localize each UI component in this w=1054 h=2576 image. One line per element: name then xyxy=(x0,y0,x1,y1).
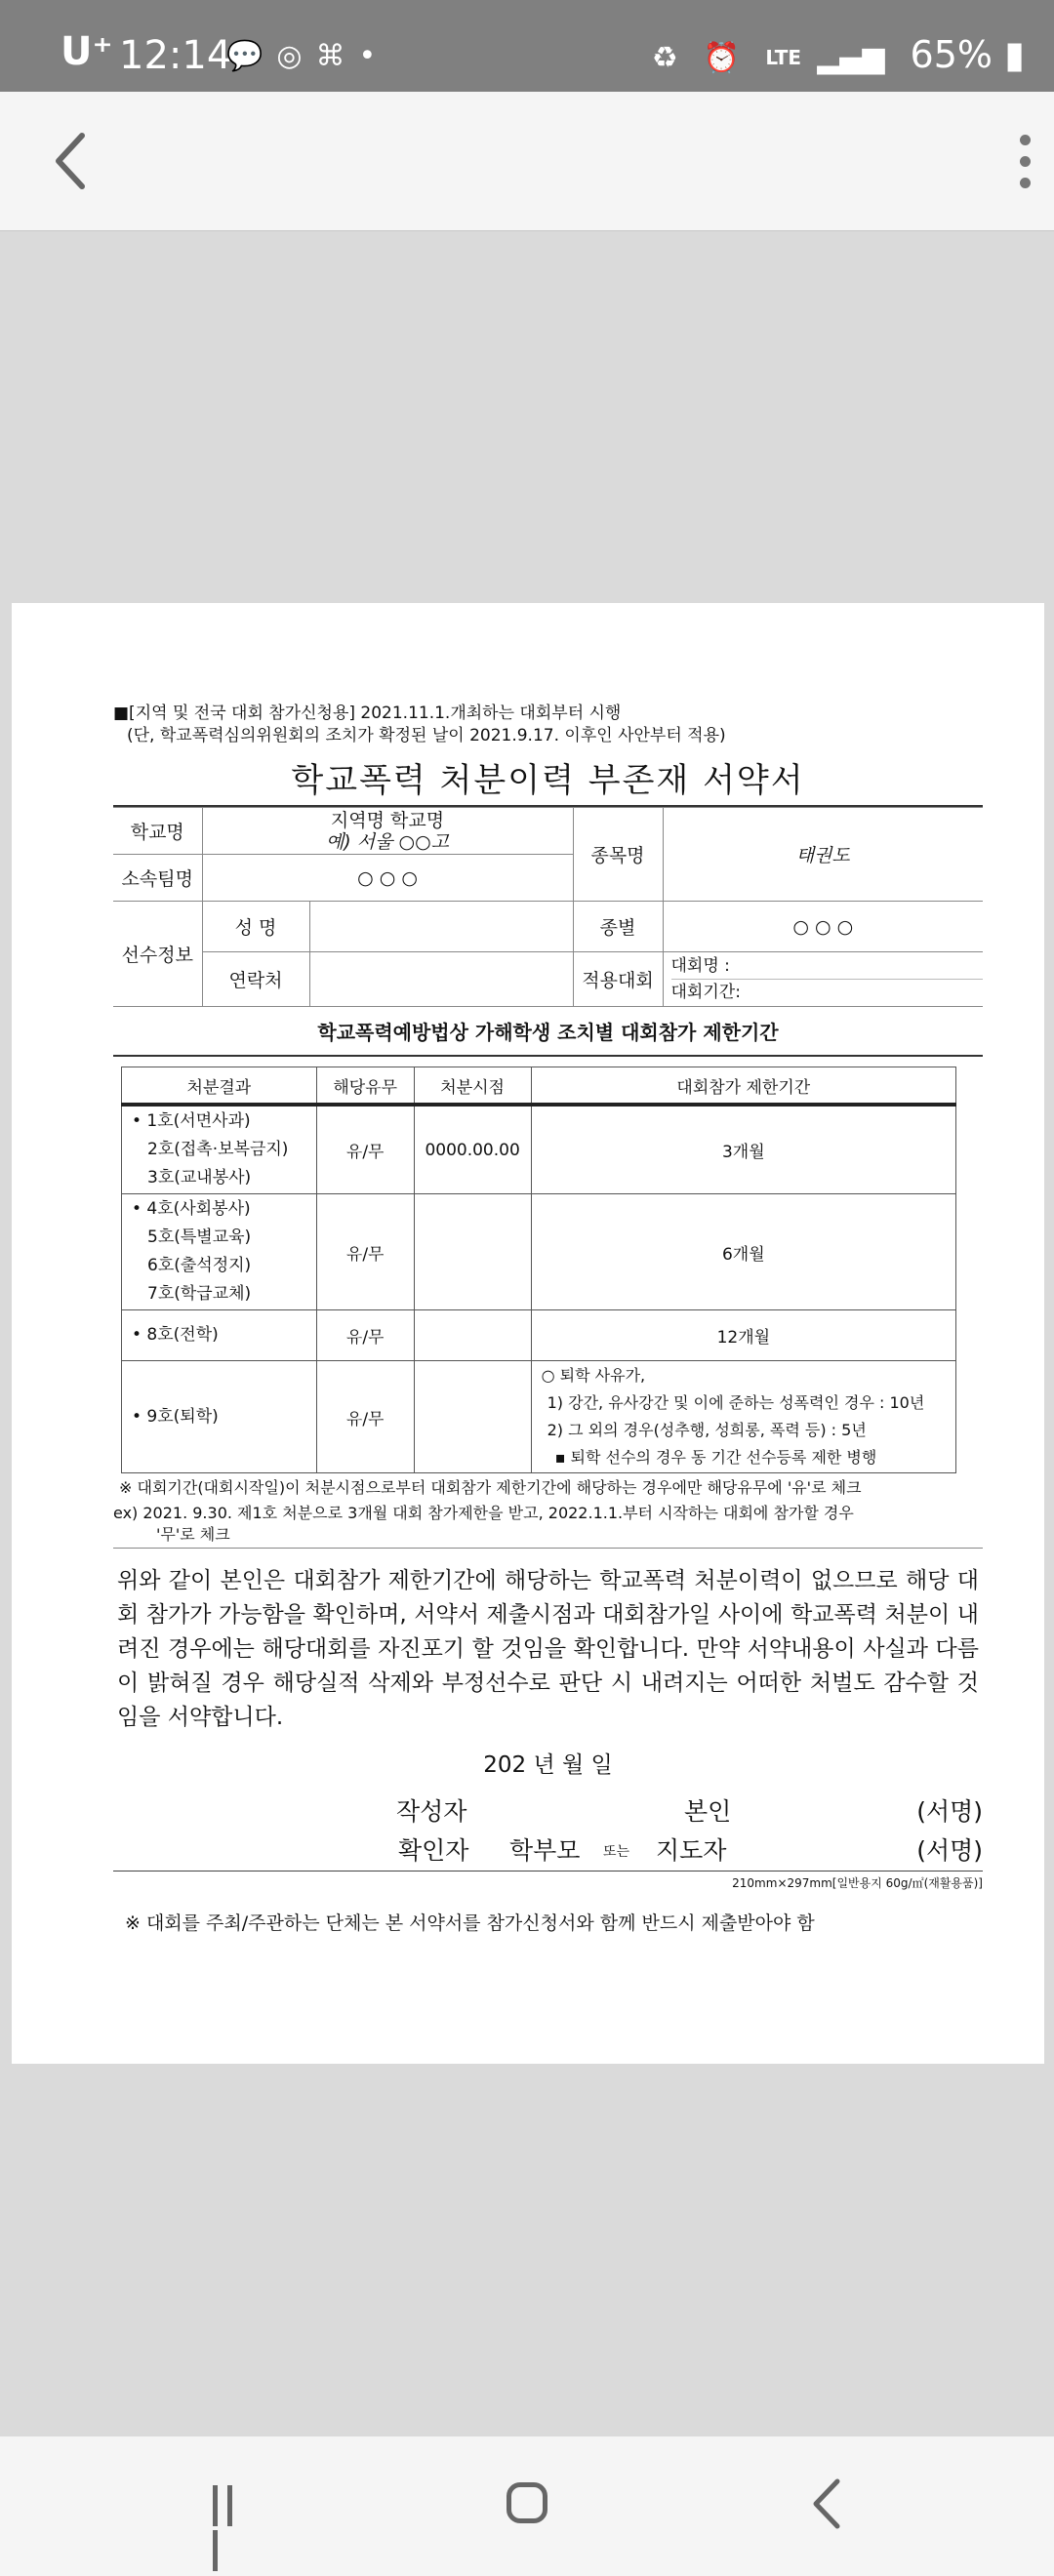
sanction-item: 7호(학급교체) xyxy=(147,1284,252,1304)
clock: 12:14 xyxy=(119,33,232,78)
expulsion-reason-line: 2) 그 외의 경우(성추행, 성희롱, 폭력 등) : 5년 xyxy=(547,1421,867,1439)
applicant-info-table xyxy=(113,807,983,1007)
competition-period-label: 대회기간: xyxy=(670,983,741,1002)
home-button[interactable] xyxy=(507,2482,547,2523)
navigation-bar xyxy=(0,2436,1054,2576)
final-note: ※ 대회를 주최/주관하는 단체는 본 서약서를 참가신청서와 함께 반드시 제출받아야 함 xyxy=(125,1912,815,1934)
author-signature[interactable]: (서명) xyxy=(916,1797,983,1826)
expulsion-reason-line: ▪ 퇴학 선수의 경우 동 기간 선수등록 제한 병행 xyxy=(554,1448,877,1467)
column-header: 해당유무 xyxy=(316,1067,414,1106)
column-header: 처분결과 xyxy=(122,1067,317,1106)
recents-icon-bar xyxy=(227,2485,232,2526)
recents-icon-bar xyxy=(213,2530,218,2571)
yes-no-cell[interactable]: 유/무 xyxy=(316,1361,414,1473)
sanction-item: • 4호(사회봉사) xyxy=(132,1199,251,1219)
sanction-date-cell[interactable] xyxy=(414,1361,531,1473)
sanction-item: 2호(접촉·보복금지) xyxy=(147,1140,289,1159)
name-field[interactable] xyxy=(309,902,573,952)
yes-no-cell[interactable]: 유/무 xyxy=(316,1310,414,1361)
table-row xyxy=(122,1361,956,1473)
author-label: 작성자 xyxy=(396,1797,467,1826)
footnote-2: ex) 2021. 9.30. 제1호 처분으로 3개월 대회 참가제한을 받고, 2022.1.1.부터 시작하는 대회에 참가할 경우 xyxy=(113,1504,854,1522)
restriction-period-cell: 3개월 xyxy=(531,1105,955,1194)
dot-icon xyxy=(1020,135,1031,145)
document-page[interactable] xyxy=(12,603,1044,2064)
player-info-label: 선수정보 xyxy=(113,902,202,1007)
section-title: 학교폭력예방법상 가해학생 조치별 대회참가 제한기간 xyxy=(113,1007,983,1057)
author-signature-row xyxy=(113,1792,983,1831)
recents-icon xyxy=(213,2485,218,2526)
name-label: 성 명 xyxy=(202,902,309,952)
notice-line-2: (단, 학교폭력심의위원회의 조치가 확정된 날이 2021.9.17. 이후인 사안부터 적용) xyxy=(127,726,726,745)
footnote-3: '무'로 체크 xyxy=(113,1524,983,1549)
carrier-label: U⁺ xyxy=(61,29,113,74)
yes-no-cell[interactable]: 유/무 xyxy=(316,1194,414,1310)
system-icons xyxy=(652,33,1025,76)
back-button[interactable] xyxy=(51,127,119,195)
table-row xyxy=(122,1310,956,1361)
notice-line-1: ■[지역 및 전국 대회 참가신청용] 2021.11.1.개최하는 대회부터 시행 xyxy=(113,704,622,723)
app-bar xyxy=(0,92,1054,231)
table-row xyxy=(122,1105,956,1194)
category-value: ○ ○ ○ xyxy=(663,902,983,952)
team-label: 소속팀명 xyxy=(113,855,202,902)
date-line: 202 년 월 일 xyxy=(483,1752,613,1778)
confirmer-signature[interactable]: (서명) xyxy=(916,1836,983,1865)
battery-saver-icon: ♻ xyxy=(651,41,678,75)
sanction-item: 5호(특별교육) xyxy=(147,1228,252,1247)
author-role: 본인 xyxy=(684,1797,732,1826)
confirmer-role-coach: 지도자 xyxy=(656,1836,727,1865)
more-options-button[interactable] xyxy=(1015,135,1034,193)
battery-level: 65% xyxy=(910,33,993,76)
app-icon: ⌘ xyxy=(315,39,359,73)
sanction-date-cell[interactable] xyxy=(414,1194,531,1310)
chevron-left-icon xyxy=(810,2477,843,2530)
event-value: 태권도 xyxy=(663,808,983,902)
sanction-table xyxy=(121,1067,956,1473)
table-row xyxy=(122,1194,956,1310)
sanction-item: 6호(출석정지) xyxy=(147,1256,252,1275)
chevron-left-icon xyxy=(51,132,90,190)
competition-label: 적용대회 xyxy=(573,952,663,1007)
or-label: 또는 xyxy=(603,1844,630,1860)
sanction-date-cell[interactable] xyxy=(414,1310,531,1361)
dot-icon: • xyxy=(358,39,390,73)
dot-icon xyxy=(1020,178,1031,188)
instagram-icon: ◎ xyxy=(276,39,316,73)
competition-name-label: 대회명 : xyxy=(671,953,984,980)
notification-icons xyxy=(226,39,389,73)
recents-button[interactable] xyxy=(213,2485,256,2526)
nav-back-button[interactable] xyxy=(810,2470,843,2540)
sanction-date-cell[interactable]: 0000.00.00 xyxy=(414,1105,531,1194)
alarm-icon: ⏰ xyxy=(703,41,741,75)
lte-icon: LTE xyxy=(765,45,802,69)
status-bar xyxy=(0,0,1054,92)
sanction-item: • 8호(전학) xyxy=(122,1310,317,1361)
restriction-period-cell: 6개월 xyxy=(531,1194,955,1310)
contact-field[interactable] xyxy=(309,952,573,1007)
column-header: 대회참가 제한기간 xyxy=(531,1067,955,1106)
restriction-period-cell: 12개월 xyxy=(531,1310,955,1361)
confirmer-label: 확인자 xyxy=(398,1836,469,1865)
battery-icon: ▮ xyxy=(1004,33,1025,76)
sanction-item: • 9호(퇴학) xyxy=(122,1361,317,1473)
column-header: 처분시점 xyxy=(414,1067,531,1106)
signal-icon: ▂▄▆ xyxy=(817,41,885,75)
document-title: 학교폭력 처분이력 부존재 서약서 xyxy=(291,761,805,800)
team-value: ○ ○ ○ xyxy=(202,855,573,902)
pledge-text: 위와 같이 본인은 대회참가 제한기간에 해당하는 학교폭력 처분이력이 없으므로 해당 대회 참가가 가능함을 확인하며, 서약서 제출시점과 대회참가일 사이에 학교폭력 처분이 내려진 경우에는 해당대회를 자진포기 할 것임을 확인합니다. 만약 서약내용이 사실과 다름이 밝혀질 경우 해당실적 삭제와 부정선수로 판단 시 내려지는 어떠한 처벌도 감수할 것임을 서약합니다. xyxy=(117,1568,979,1730)
talk-icon: 💬 xyxy=(226,39,277,73)
contact-label: 연락처 xyxy=(202,952,309,1007)
dot-icon xyxy=(1020,156,1031,167)
paper-spec: 210mm×297mm[일반용지 60g/㎡(재활용품)] xyxy=(113,1871,983,1891)
yes-no-cell[interactable]: 유/무 xyxy=(316,1105,414,1194)
expulsion-reason-line: ○ 퇴학 사유가, xyxy=(541,1366,646,1385)
sanction-item: • 1호(서면사과) xyxy=(132,1111,251,1131)
sanction-item: 3호(교내봉사) xyxy=(147,1168,252,1187)
school-value-line1: 지역명 학교명 xyxy=(330,809,445,831)
confirmer-role-parent: 학부모 xyxy=(509,1836,581,1865)
footnote-1: ※ 대회기간(대회시작일)이 처분시점으로부터 대회참가 제한기간에 해당하는 경우에만 해당유무에 '유'로 체크 xyxy=(119,1478,862,1497)
school-label: 학교명 xyxy=(113,808,202,855)
school-value-line2: 예) 서울 ○○고 xyxy=(325,830,450,853)
category-label: 종별 xyxy=(573,902,663,952)
expulsion-reason-line: 1) 강간, 유사강간 및 이에 준하는 성폭력인 경우 : 10년 xyxy=(547,1393,925,1412)
event-label: 종목명 xyxy=(573,808,663,902)
confirmer-signature-row xyxy=(113,1831,983,1871)
